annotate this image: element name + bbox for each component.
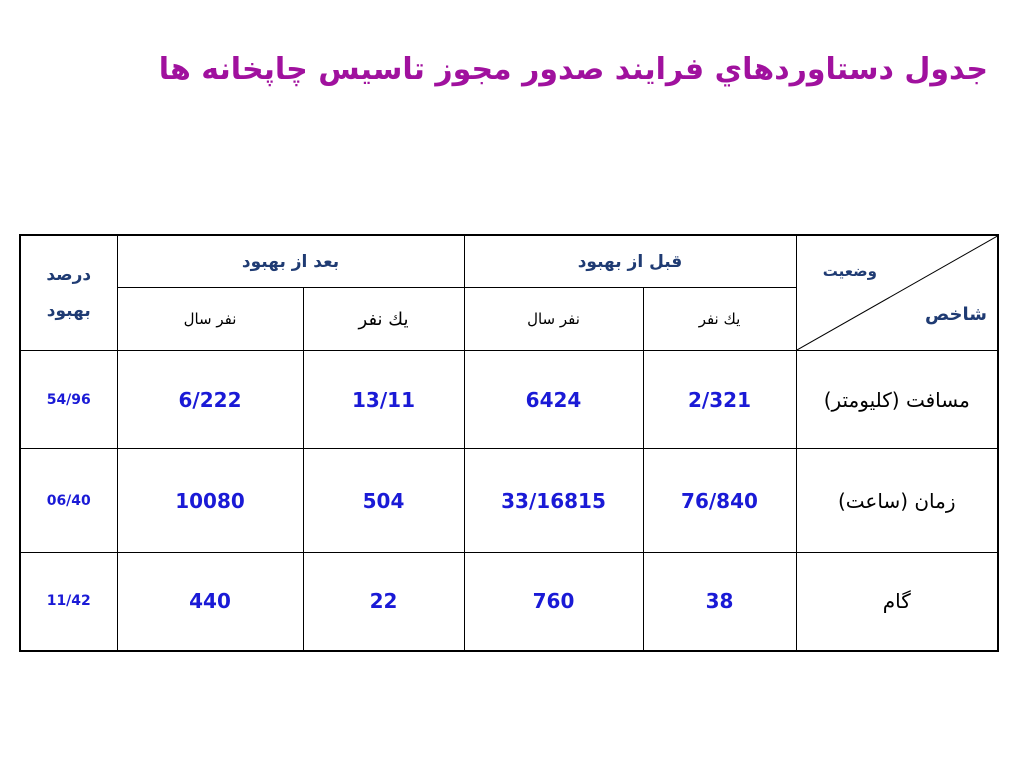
after-person-year-cell: 440 bbox=[117, 553, 303, 651]
before-one-person-cell: 2/321 bbox=[643, 351, 796, 449]
before-person-year-subheader: نفر سال bbox=[464, 288, 643, 351]
slide-title: جدول دستاوردهاي فرايند صدور مجوز تاسيس چاپخانه ها bbox=[158, 52, 988, 87]
after-person-year-cell: 6/222 bbox=[117, 351, 303, 449]
table-row bbox=[20, 351, 998, 449]
percent-improvement-header bbox=[20, 235, 117, 351]
percent-cell: 11/42 bbox=[20, 553, 117, 651]
percent-header-line1: درصد bbox=[46, 265, 92, 285]
table-row bbox=[20, 449, 998, 553]
after-person-year-cell: 10080 bbox=[117, 449, 303, 553]
corner-diagonal-line bbox=[797, 236, 998, 350]
indicator-label: شاخص bbox=[925, 304, 987, 325]
corner-header-cell bbox=[796, 235, 998, 351]
before-person-year-cell: 760 bbox=[464, 553, 643, 651]
after-improvement-header: بعد از بهبود bbox=[117, 235, 464, 288]
after-one-person-cell: 13/11 bbox=[303, 351, 464, 449]
achievements-table bbox=[19, 234, 999, 652]
row-label-time: زمان (ساعت) bbox=[796, 449, 998, 553]
after-one-person-cell: 22 bbox=[303, 553, 464, 651]
row-label-distance: مسافت (كليومتر) bbox=[796, 351, 998, 449]
table-header-row bbox=[20, 235, 998, 288]
table-row bbox=[20, 553, 998, 651]
before-one-person-cell: 38 bbox=[643, 553, 796, 651]
before-improvement-header: قبل از بهبود bbox=[464, 235, 796, 288]
before-person-year-cell: 33/16815 bbox=[464, 449, 643, 553]
before-one-person-cell: 76/840 bbox=[643, 449, 796, 553]
row-label-steps: گام bbox=[796, 553, 998, 651]
after-person-year-subheader: نفر سال bbox=[117, 288, 303, 351]
percent-header-line2: بهبود bbox=[46, 301, 91, 321]
percent-cell: 06/40 bbox=[20, 449, 117, 553]
status-label: وضعيت bbox=[822, 262, 877, 280]
after-one-person-subheader: يك نفر bbox=[303, 288, 464, 351]
before-one-person-subheader: يك نفر bbox=[643, 288, 796, 351]
percent-cell: 54/96 bbox=[20, 351, 117, 449]
before-person-year-cell: 6424 bbox=[464, 351, 643, 449]
after-one-person-cell: 504 bbox=[303, 449, 464, 553]
